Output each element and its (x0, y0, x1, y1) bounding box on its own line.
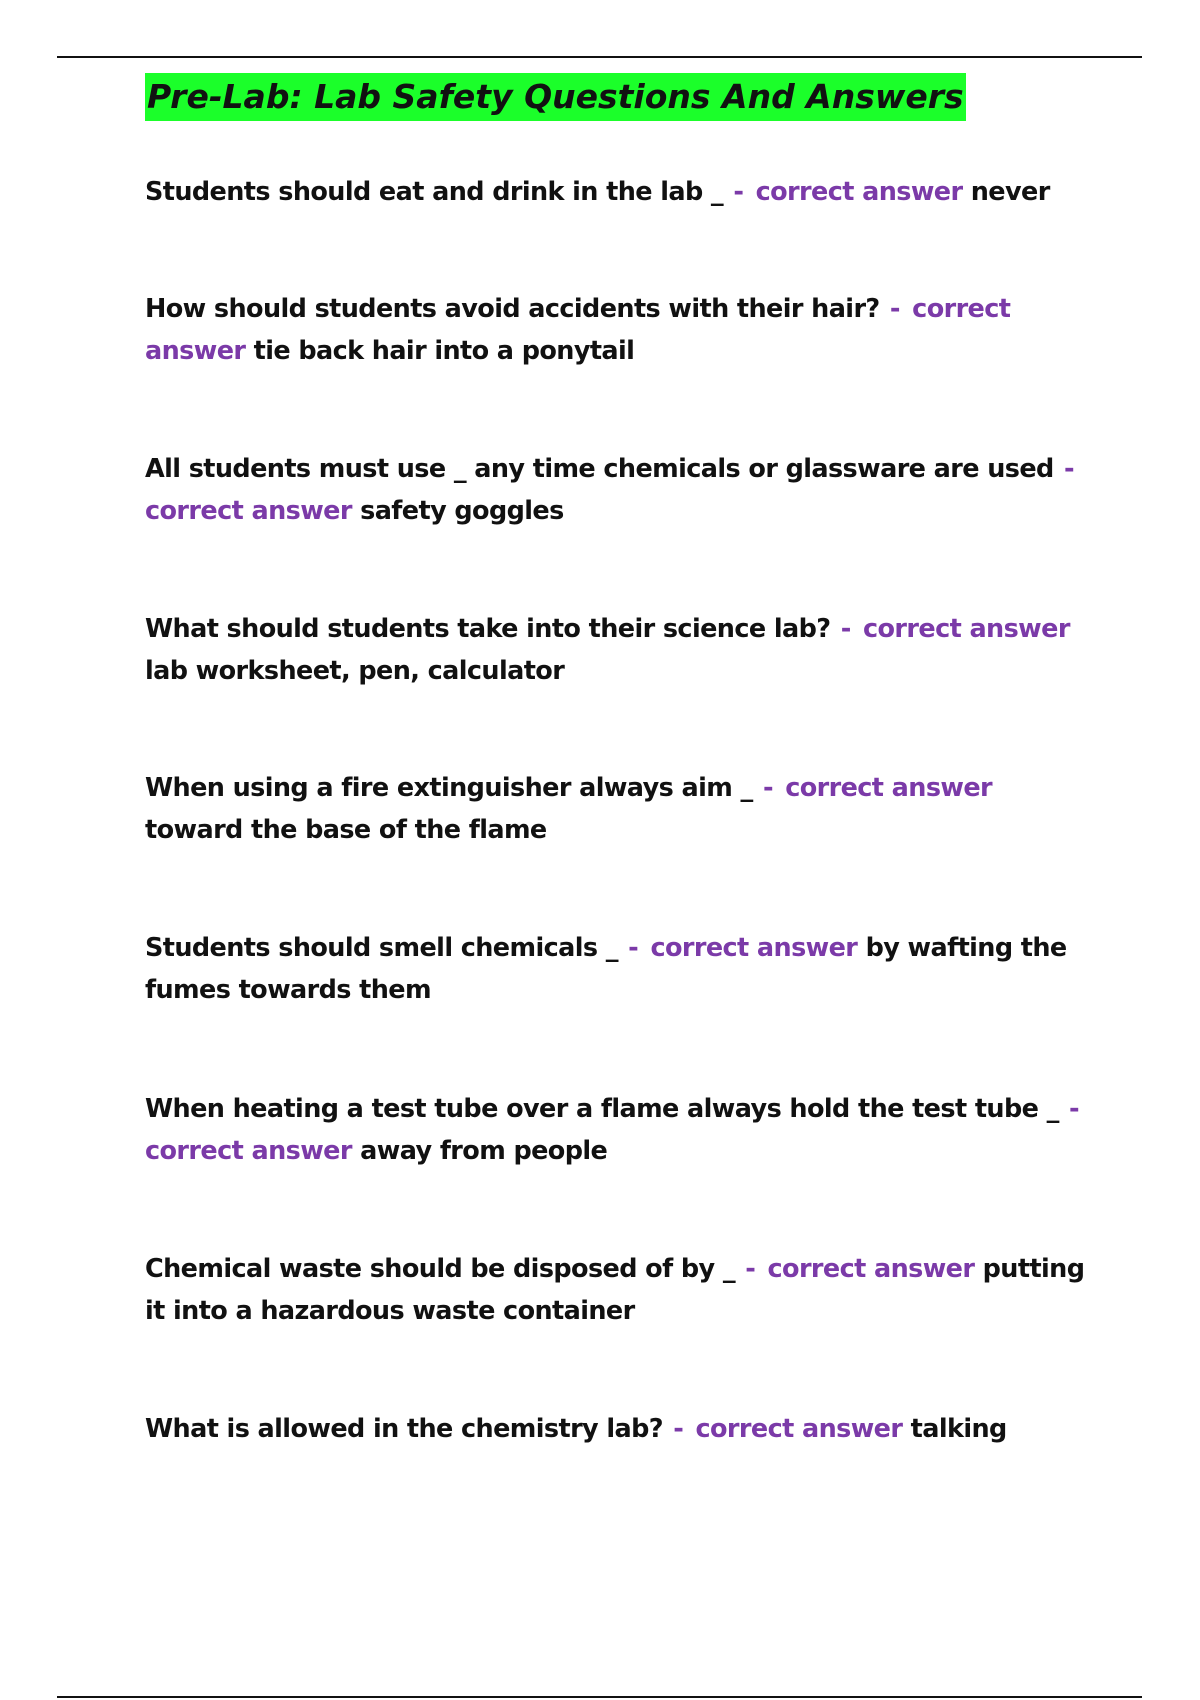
question-text: When using a fire extinguisher always aim _ (145, 773, 753, 803)
question-text: Chemical waste should be disposed of by _ (145, 1254, 735, 1284)
separator: - (1063, 454, 1074, 484)
question-text: How should students avoid accidents with their hair? (145, 294, 880, 324)
page-title: Pre-Lab: Lab Safety Questions And Answers (145, 73, 966, 121)
separator: - (628, 933, 639, 963)
bottom-divider (57, 1696, 1142, 1698)
question-text: When heating a test tube over a flame always hold the test tube _ (145, 1094, 1059, 1124)
qa-item-3 (145, 448, 1095, 532)
answer-text: never (970, 177, 1050, 207)
qa-item-2 (145, 288, 1095, 372)
question-text: Students should eat and drink in the lab _ (145, 177, 724, 207)
question-text: What is allowed in the chemistry lab? (145, 1414, 663, 1444)
answer-text: away from people (360, 1136, 608, 1166)
answer-text: talking (910, 1414, 1007, 1444)
correct-answer-label: correct answer (650, 933, 858, 963)
title-block (145, 73, 966, 121)
correct-answer-label: correct answer (862, 614, 1070, 644)
correct-answer-label: correct answer (145, 1136, 352, 1166)
separator: - (1069, 1094, 1080, 1124)
top-divider (57, 56, 1142, 58)
correct-answer-label: correct answer (767, 1254, 975, 1284)
answer-text: safety goggles (360, 496, 564, 526)
separator: - (889, 294, 900, 324)
qa-item-7 (145, 1088, 1095, 1172)
answer-text: toward the base of the flame (145, 815, 547, 845)
qa-item-1 (145, 171, 1095, 213)
qa-item-5 (145, 767, 1095, 851)
qa-item-9 (145, 1408, 1095, 1450)
separator: - (840, 614, 851, 644)
correct-answer-label: correct answer (145, 496, 352, 526)
separator: - (762, 773, 773, 803)
answer-text: tie back hair into a ponytail (253, 336, 635, 366)
qa-item-6 (145, 927, 1095, 1011)
question-text: What should students take into their science lab? (145, 614, 831, 644)
answer-text: lab worksheet, pen, calculator (145, 656, 565, 686)
correct-answer-label: correct answer (785, 773, 993, 803)
separator: - (733, 177, 744, 207)
question-text: Students should smell chemicals _ (145, 933, 618, 963)
answer-text: putting it into a hazardous waste container (145, 1254, 1085, 1326)
correct-answer-label: correct answer (695, 1414, 903, 1444)
separator: - (673, 1414, 684, 1444)
separator: - (745, 1254, 756, 1284)
answer-text: by wafting the fumes towards them (145, 933, 1067, 1005)
correct-answer-label: correct answer (145, 294, 1011, 366)
qa-item-4 (145, 608, 1095, 692)
qa-item-8 (145, 1248, 1095, 1332)
correct-answer-label: correct answer (755, 177, 963, 207)
question-text: All students must use _ any time chemicals or glassware are used (145, 454, 1054, 484)
